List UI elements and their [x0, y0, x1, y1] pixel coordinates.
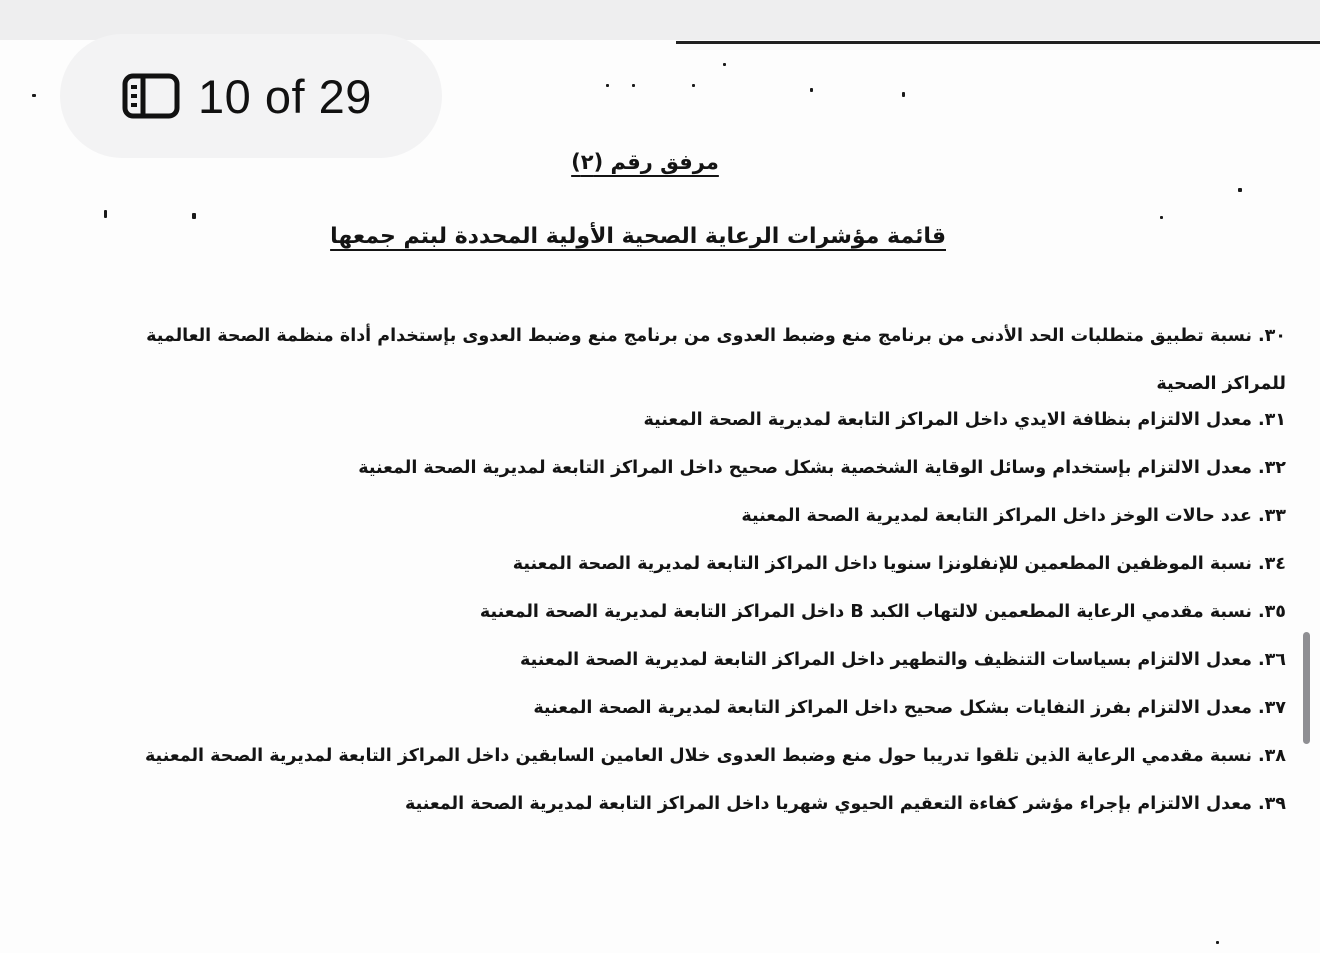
item-number: ٣٠. [1257, 326, 1286, 346]
item-number: ٣٩. [1257, 794, 1286, 814]
item-number: ٣٣. [1257, 506, 1286, 526]
scan-speck [692, 84, 695, 87]
item-text: معدل الالتزام بسياسات التنظيف والتطهير داخل المراكز التابعة لمديرية الصحة المعنية [520, 650, 1252, 670]
item-text: نسبة تطبيق متطلبات الحد الأدنى من برنامج منع وضبط العدوى من برنامج منع وضبط العدوى بإستخدام أداة منظمة الصحة العالمية للمراكز الصحية [146, 326, 1286, 394]
item-text: عدد حالات الوخز داخل المراكز التابعة لمديرية الصحة المعنية [741, 506, 1252, 526]
scan-speck [1238, 188, 1242, 192]
page-counter-pill[interactable] [60, 34, 442, 158]
item-number: ٣٢. [1257, 458, 1286, 478]
list-item [80, 552, 1286, 600]
list-item [80, 312, 1286, 408]
scan-speck [1216, 941, 1219, 944]
list-item [80, 648, 1286, 696]
item-text: نسبة مقدمي الرعاية المطعمين لالتهاب الكبد B داخل المراكز التابعة لمديرية الصحة المعنية [479, 602, 1252, 622]
item-text: معدل الالتزام بإجراء مؤشر كفاءة التعقيم الحيوي شهريا داخل المراكز التابعة لمديرية الصحة المعنية [405, 794, 1252, 814]
item-number: ٣٧. [1257, 698, 1286, 718]
item-number: ٣٦. [1257, 650, 1286, 670]
list-item [80, 504, 1286, 552]
list-item [80, 792, 1286, 840]
item-text: معدل الالتزام بإستخدام وسائل الوقاية الشخصية بشكل صحيح داخل المراكز التابعة لمديرية الصحة المعنية [358, 458, 1252, 478]
scan-speck [104, 210, 107, 218]
item-number: ٣١. [1257, 410, 1286, 430]
sidebar-icon [122, 73, 180, 119]
item-text: نسبة مقدمي الرعاية الذين تلقوا تدريبا حول منع وضبط العدوى خلال العامين السابقين داخل المراكز التابعة لمديرية الصحة المعنية [144, 746, 1252, 766]
scan-speck [902, 92, 905, 97]
annex-label: مرفق رقم (٢) [571, 150, 719, 174]
list-item [80, 744, 1286, 792]
scan-speck [632, 84, 635, 87]
indicator-list [80, 312, 1286, 840]
scan-speck [810, 88, 813, 92]
list-item [80, 600, 1286, 648]
list-item [80, 408, 1286, 456]
item-text: معدل الالتزام بنظافة الايدي داخل المراكز التابعة لمديرية الصحة المعنية [643, 410, 1252, 430]
scrollbar[interactable] [1303, 632, 1310, 744]
header-rule [676, 41, 1320, 44]
list-title: قائمة مؤشرات الرعاية الصحية الأولية المحددة لبتم جمعها [330, 224, 946, 249]
scan-speck [32, 94, 36, 97]
item-number: ٣٨. [1257, 746, 1286, 766]
item-number: ٣٥. [1257, 602, 1286, 622]
list-item [80, 696, 1286, 744]
scan-speck [1160, 216, 1163, 219]
item-text: نسبة الموظفين المطعمين للإنفلونزا سنويا داخل المراكز التابعة لمديرية الصحة المعنية [512, 554, 1252, 574]
scan-speck [606, 84, 609, 87]
list-item [80, 456, 1286, 504]
item-number: ٣٤. [1257, 554, 1286, 574]
page-counter-text: 10 of 29 [198, 69, 372, 123]
item-text: معدل الالتزام بفرز النفايات بشكل صحيح داخل المراكز التابعة لمديرية الصحة المعنية [533, 698, 1252, 718]
scan-speck [192, 213, 196, 219]
scan-speck [723, 63, 726, 66]
